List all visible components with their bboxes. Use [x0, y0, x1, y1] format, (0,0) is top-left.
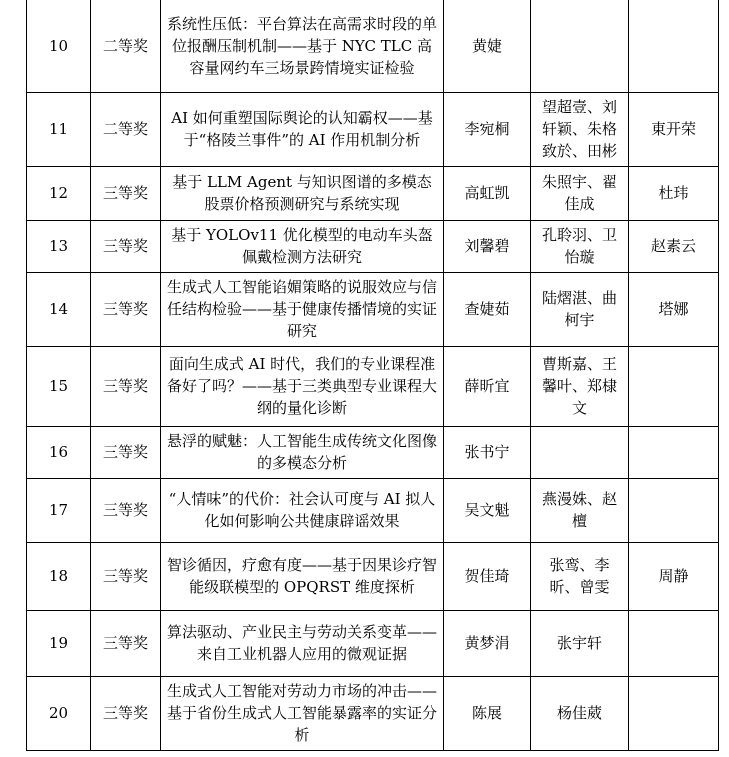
team-members: 张鸾、李昕、曾雯: [531, 542, 629, 610]
project-title: 基于 LLM Agent 与知识图谱的多模态股票价格预测研究与系统实现: [161, 166, 444, 220]
team-members: 朱照宇、翟佳成: [531, 166, 629, 220]
table-row: [27, 676, 719, 750]
advisor: 塔娜: [629, 272, 719, 346]
row-number: 11: [27, 92, 91, 166]
table-row: [27, 346, 719, 426]
award-level: 三等奖: [91, 346, 161, 426]
advisor: [629, 478, 719, 542]
advisor: [629, 0, 719, 92]
project-leader: 黄婕: [444, 0, 531, 92]
table-row: [27, 542, 719, 610]
row-number: 20: [27, 676, 91, 750]
advisor: 周静: [629, 542, 719, 610]
award-level: 三等奖: [91, 676, 161, 750]
project-leader: 查婕茹: [444, 272, 531, 346]
award-level: 三等奖: [91, 220, 161, 272]
project-leader: 陈展: [444, 676, 531, 750]
advisor: [629, 610, 719, 676]
advisor: 東开荣: [629, 92, 719, 166]
row-number: 15: [27, 346, 91, 426]
award-level: 三等奖: [91, 426, 161, 478]
project-title: 算法驱动、产业民主与劳动关系变革——来自工业机器人应用的微观证据: [161, 610, 444, 676]
row-number: 19: [27, 610, 91, 676]
table-row: [27, 426, 719, 478]
award-level: 三等奖: [91, 478, 161, 542]
team-members: 张宇轩: [531, 610, 629, 676]
row-number: 16: [27, 426, 91, 478]
project-title: AI 如何重塑国际舆论的认知霸权——基于“格陵兰事件”的 AI 作用机制分析: [161, 92, 444, 166]
project-leader: 张书宁: [444, 426, 531, 478]
row-number: 13: [27, 220, 91, 272]
project-leader: 贺佳琦: [444, 542, 531, 610]
awards-table-container: [26, 0, 719, 751]
table-row: [27, 92, 719, 166]
advisor: 杜玮: [629, 166, 719, 220]
team-members: [531, 0, 629, 92]
team-members: [531, 426, 629, 478]
advisor: [629, 426, 719, 478]
award-level: 三等奖: [91, 542, 161, 610]
project-leader: 李宛桐: [444, 92, 531, 166]
awards-table: [26, 0, 719, 751]
project-leader: 吴文魁: [444, 478, 531, 542]
table-row: [27, 0, 719, 92]
team-members: 陆熠湛、曲柯宇: [531, 272, 629, 346]
project-leader: 薛昕宜: [444, 346, 531, 426]
project-title: 生成式人工智能谄媚策略的说服效应与信任结构检验——基于健康传播情境的实证研究: [161, 272, 444, 346]
table-row: [27, 610, 719, 676]
project-leader: 刘馨碧: [444, 220, 531, 272]
row-number: 10: [27, 0, 91, 92]
team-members: 孔聆羽、卫怡璇: [531, 220, 629, 272]
row-number: 14: [27, 272, 91, 346]
team-members: 曹斯嘉、王馨叶、郑棣文: [531, 346, 629, 426]
award-level: 二等奖: [91, 0, 161, 92]
project-title: 智诊循因，疗愈有度——基于因果诊疗智能级联模型的 OPQRST 维度探析: [161, 542, 444, 610]
row-number: 18: [27, 542, 91, 610]
project-title: 基于 YOLOv11 优化模型的电动车头盔佩戴检测方法研究: [161, 220, 444, 272]
team-members: 燕漫姝、赵檀: [531, 478, 629, 542]
project-title: 生成式人工智能对劳动力市场的冲击——基于省份生成式人工智能暴露率的实证分析: [161, 676, 444, 750]
team-members: 杨佳葳: [531, 676, 629, 750]
table-row: [27, 478, 719, 542]
award-level: 三等奖: [91, 166, 161, 220]
award-level: 二等奖: [91, 92, 161, 166]
project-leader: 高虹凯: [444, 166, 531, 220]
row-number: 17: [27, 478, 91, 542]
project-title: 面向生成式 AI 时代，我们的专业课程准备好了吗？——基于三类典型专业课程大纲的量化诊断: [161, 346, 444, 426]
award-level: 三等奖: [91, 610, 161, 676]
advisor: [629, 676, 719, 750]
team-members: 望超壹、刘轩颖、朱格致於、田彬: [531, 92, 629, 166]
project-title: “人情味”的代价：社会认可度与 AI 拟人化如何影响公共健康辟谣效果: [161, 478, 444, 542]
table-row: [27, 272, 719, 346]
project-leader: 黄梦涓: [444, 610, 531, 676]
project-title: 系统性压低：平台算法在高需求时段的单位报酬压制机制——基于 NYC TLC 高容量网约车三场景跨情境实证检验: [161, 0, 444, 92]
advisor: [629, 346, 719, 426]
table-row: [27, 166, 719, 220]
award-level: 三等奖: [91, 272, 161, 346]
advisor: 赵素云: [629, 220, 719, 272]
project-title: 悬浮的赋魅：人工智能生成传统文化图像的多模态分析: [161, 426, 444, 478]
table-row: [27, 220, 719, 272]
row-number: 12: [27, 166, 91, 220]
